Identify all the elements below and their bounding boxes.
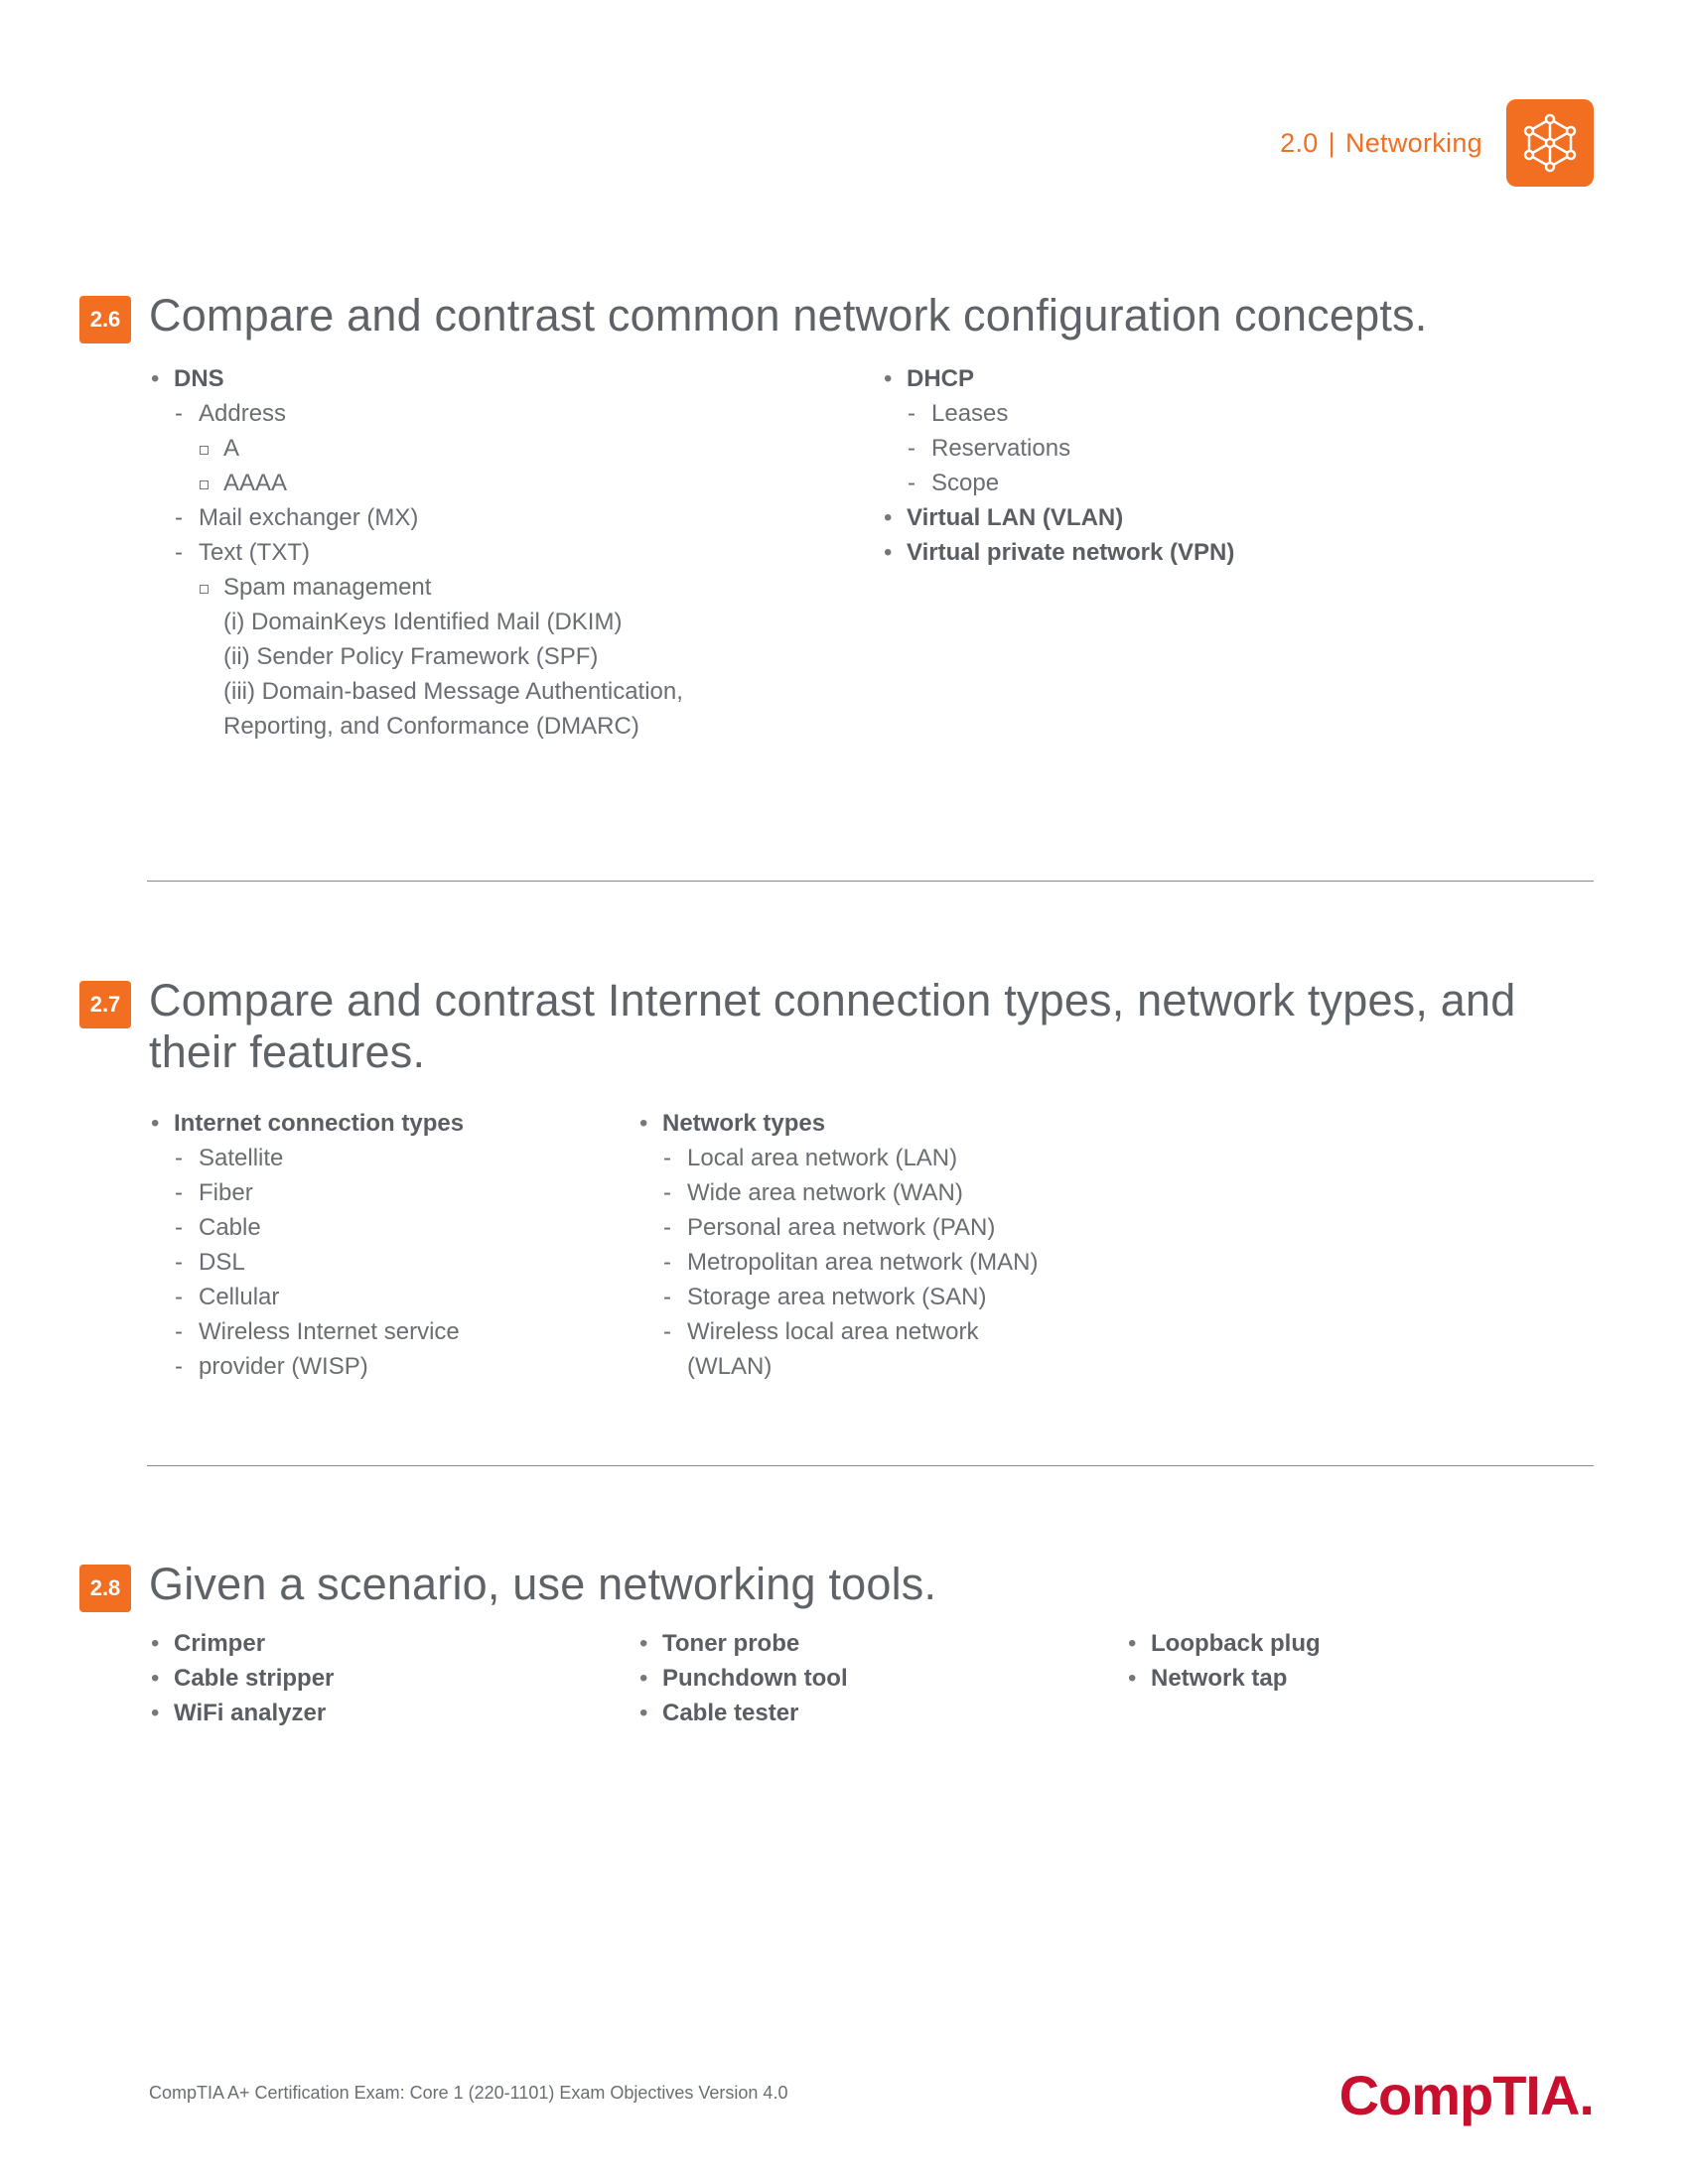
list-item: - Fiber [149, 1175, 637, 1210]
list-item: - Wireless local area network [637, 1314, 1233, 1349]
list-item: (i) DomainKeys Identified Mail (DKIM) [223, 609, 623, 635]
list-item: • DHCP [882, 361, 1477, 396]
list-item: Spam management [149, 570, 882, 605]
section-divider [147, 1465, 1594, 1466]
section-2-8 [79, 1559, 1594, 1730]
continuation-text: provider (WISP) [199, 1353, 368, 1380]
list-item: - Personal area network (PAN) [637, 1210, 1233, 1245]
list-item: - Reservations [882, 431, 1477, 466]
network-cube-icon [1506, 99, 1594, 187]
list-item: (iii) Domain-based Message Authentication, [223, 678, 683, 705]
list-item: • Internet connection types [149, 1106, 637, 1141]
column-middle [637, 1626, 1126, 1730]
section-badge: 2.8 [79, 1565, 131, 1612]
column-left [149, 361, 882, 744]
list-item: AAAA [149, 466, 882, 500]
section-badge: 2.7 [79, 981, 131, 1028]
column-right [637, 1106, 1233, 1384]
page-header [1280, 99, 1594, 187]
list-item: - DSL [149, 1245, 637, 1280]
list-item: - Storage area network (SAN) [637, 1280, 1233, 1314]
list-item: • Toner probe [637, 1626, 1126, 1661]
list-item: • DNS [149, 361, 882, 396]
list-item-continuation [149, 1349, 637, 1384]
list-item: • Network tap [1126, 1661, 1523, 1696]
footer-text: CompTIA A+ Certification Exam: Core 1 (220-1101) Exam Objectives Version 4.0 [149, 2083, 788, 2103]
column-right [1126, 1626, 1523, 1730]
list-item: • Network types [637, 1106, 1233, 1141]
section-2-7 [79, 975, 1594, 1384]
section-title: Compare and contrast Internet connection types, network types, and their features. [149, 975, 1516, 1077]
column-right [882, 361, 1477, 744]
header-number: 2.0 [1280, 127, 1319, 158]
section-title: Compare and contrast common network configuration concepts. [149, 290, 1428, 341]
section-badge: 2.6 [79, 296, 131, 343]
list-item: - Wide area network (WAN) [637, 1175, 1233, 1210]
header-title [1280, 128, 1482, 159]
list-item: - Text (TXT) [149, 535, 882, 570]
list-item-continuation: (WLAN) [687, 1353, 773, 1380]
comptia-logo: CompTIA. [1338, 2064, 1594, 2126]
list-item: - Mail exchanger (MX) [149, 500, 882, 535]
list-item: Reporting, and Conformance (DMARC) [223, 713, 639, 740]
list-item: • Cable tester [637, 1696, 1126, 1730]
section-title: Given a scenario, use networking tools. [149, 1559, 937, 1609]
list-item: • Punchdown tool [637, 1661, 1126, 1696]
list-item: - Local area network (LAN) [637, 1141, 1233, 1175]
list-item: - Scope [882, 466, 1477, 500]
list-item: - Cable [149, 1210, 637, 1245]
list-item: - Leases [882, 396, 1477, 431]
list-item: - Wireless Internet service [149, 1314, 637, 1349]
list-item: • Loopback plug [1126, 1626, 1523, 1661]
list-item: • Virtual private network (VPN) [882, 535, 1477, 570]
column-left [149, 1106, 637, 1384]
list-item: - Satellite [149, 1141, 637, 1175]
section-divider [147, 881, 1594, 882]
list-item: • Crimper [149, 1626, 637, 1661]
list-item: A [149, 431, 882, 466]
list-item: - Metropolitan area network (MAN) [637, 1245, 1233, 1280]
list-item: - Address [149, 396, 882, 431]
list-item: - Cellular [149, 1280, 637, 1314]
section-2-6 [79, 290, 1594, 744]
column-left [149, 1626, 637, 1730]
header-separator: | [1328, 127, 1336, 158]
header-label: Networking [1344, 127, 1482, 158]
list-item: • WiFi analyzer [149, 1696, 637, 1730]
list-item: • Cable stripper [149, 1661, 637, 1696]
list-item: (ii) Sender Policy Framework (SPF) [223, 643, 599, 670]
list-item: • Virtual LAN (VLAN) [882, 500, 1477, 535]
